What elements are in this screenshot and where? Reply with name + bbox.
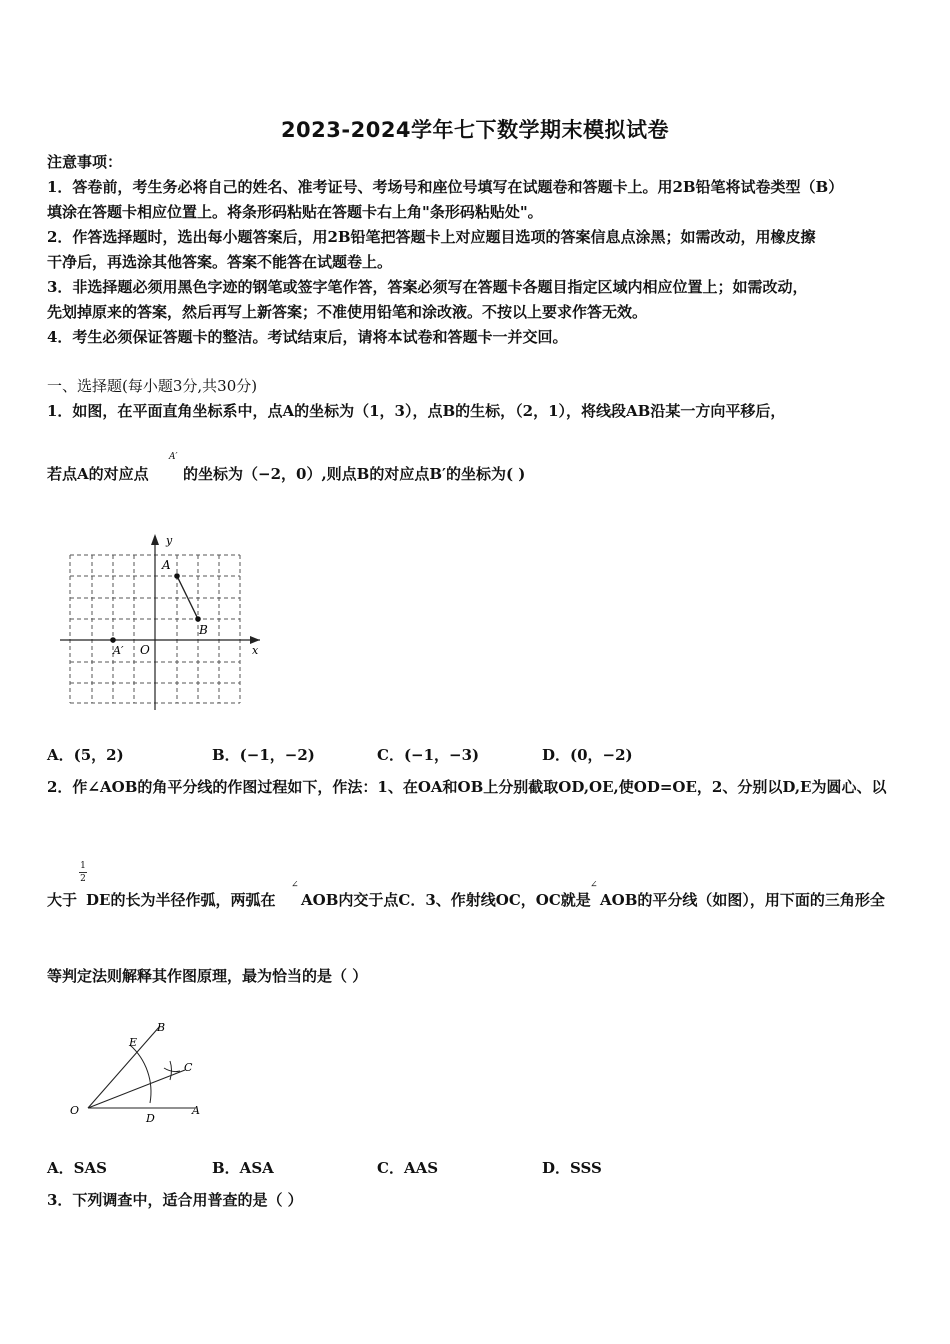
notice-line: 1．答卷前，考生务必将自己的姓名、准考证号、考场号和座位号填写在试题卷和答题卡上。用2B铅笔将试卷类型（B） (47, 178, 844, 196)
fraction-bar (79, 872, 87, 873)
question-1-line-2a: 若点A的对应点 (47, 465, 149, 483)
label-A: A (162, 558, 171, 572)
point-A (174, 573, 180, 579)
angle-symbol: ∠ (291, 880, 299, 890)
arc-DE (130, 1045, 151, 1103)
notice-line: 干净后，再选涂其他答案。答案不能答在试题卷上。 (47, 253, 393, 271)
label-E: E (129, 1036, 138, 1049)
question-2-line-2d: AOB的平分线（如图），用下面的三角形全 (600, 891, 885, 909)
notice-line: 4．考生必须保证答题卡的整洁。考试结束后，请将本试卷和答题卡一并交回。 (47, 328, 568, 346)
y-label: y (166, 534, 173, 547)
label-O: O (140, 643, 150, 657)
q1-option-a[interactable]: A．(5，2) (47, 746, 124, 764)
angle-symbol: ∠ (590, 880, 598, 890)
question-1-line-1: 1．如图，在平面直角坐标系中，点A的坐标为（1，3），点B的生标，（2，1），将线段AB沿某一方向平移后， (47, 402, 786, 420)
q1-option-c[interactable]: C．(−1，−3) (377, 746, 480, 764)
ray-OC (88, 1070, 185, 1108)
fraction-numerator: 1 (80, 861, 86, 871)
question-2-line-1: 2．作∠AOB的角平分线的作图过程如下，作法：1、在OA和OB上分别截取OD,OE,使OD=OE，2、分别以D,E为圆心、以 (47, 778, 887, 796)
label-O: O (70, 1104, 80, 1117)
label-C: C (184, 1061, 193, 1074)
notice-line: 2．作答选择题时，选出每小题答案后，用2B铅笔把答题卡上对应题目选项的答案信息点涂黑；如需改动，用橡皮擦 (47, 228, 816, 246)
label-A: A (192, 1104, 200, 1117)
q1-option-d[interactable]: D．(0，−2) (542, 746, 633, 764)
ray-OB (88, 1026, 160, 1108)
notice-line: 填涂在答题卡相应位置上。将条形码粘贴在答题卡右上角"条形码粘贴处"。 (47, 203, 543, 221)
angle-bisector-figure (60, 1018, 220, 1128)
point-A-prime (110, 637, 116, 643)
question-2-line-2b: DE的长为半径作弧，两弧在 (86, 891, 276, 909)
question-2-line-2c: AOB内交于点C．3、作射线OC，OC就是 (301, 891, 591, 909)
y-axis-arrow (151, 534, 159, 545)
q2-option-d[interactable]: D．SSS (542, 1159, 602, 1177)
section-heading: 一、选择题(每小题3分,共30分) (47, 377, 258, 395)
notice-line: 先划掉原来的答案，然后再写上新答案；不准使用铅笔和涂改液。不按以上要求作答无效。 (47, 303, 648, 321)
label-A-prime: A′ (113, 644, 124, 657)
q2-option-b[interactable]: B．ASA (212, 1159, 274, 1177)
point-B (195, 616, 201, 622)
notice-line: 3．非选择题必须用黑色字迹的钢笔或签字笔作答，答案必须写在答题卡各题目指定区域内相应位置上；如需改动， (47, 278, 808, 296)
question-1-line-2b: 的坐标为（−2，0）,则点B的对应点B′的坐标为( ) (183, 465, 526, 483)
fraction-denominator: 2 (80, 874, 86, 884)
segment-AB (177, 576, 198, 619)
x-axis-arrow (250, 636, 260, 644)
question-2-line-2a: 大于 (47, 891, 78, 909)
label-D: D (146, 1112, 155, 1125)
q1-option-b[interactable]: B．(−1，−2) (212, 746, 315, 764)
coordinate-grid-figure (60, 530, 275, 715)
question-3-line-1: 3．下列调查中，适合用普查的是（ ） (47, 1191, 303, 1209)
q2-option-c[interactable]: C．AAS (377, 1159, 439, 1177)
arc-from-D (164, 1068, 180, 1072)
question-2-line-3: 等判定法则解释其作图原理，最为恰当的是（ ） (47, 967, 368, 985)
x-label: x (252, 644, 259, 657)
page-title: 2023-2024学年七下数学期末模拟试卷 (280, 118, 670, 142)
label-B: B (199, 623, 208, 637)
notice-heading: 注意事项： (47, 153, 123, 171)
question-1-sup: A′ (169, 452, 178, 462)
q2-option-a[interactable]: A．SAS (47, 1159, 107, 1177)
label-B: B (157, 1021, 166, 1034)
